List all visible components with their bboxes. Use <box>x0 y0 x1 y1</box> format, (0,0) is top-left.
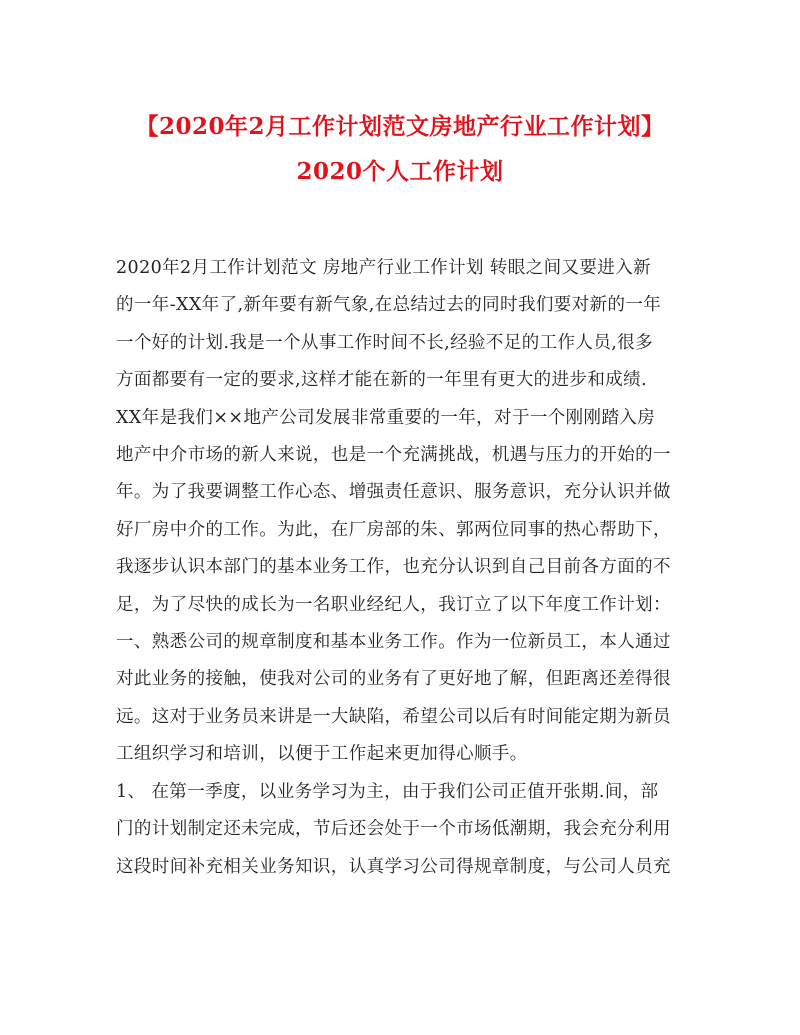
body-line: 一个好的计划.我是一个从事工作时间不长,经验不足的工作人员,很多 <box>116 332 653 353</box>
body-line: 2020年2月工作计划范文 房地产行业工作计划 转眼之间又要进入新 <box>116 258 651 278</box>
body-line: 地产中介市场的新人来说，也是一个充满挑战，机遇与压力的开始的一 <box>116 445 671 466</box>
body-line: 方面都要有一定的要求,这样才能在新的一年里有更大的进步和成绩. <box>116 370 648 391</box>
body-line: 对此业务的接触，使我对公司的业务有了更好地了解，但距离还差得很 <box>116 669 671 690</box>
body-line: 的一年-XX年了,新年要有新气象,在总结过去的同时我们要对新的一年 <box>116 295 662 316</box>
body-line: 一、熟悉公司的规章制度和基本业务工作。作为一位新员工，本人通过 <box>116 632 671 653</box>
body-line: 年。为了我要调整工作心态、增强责任意识、服务意识，充分认识并做 <box>116 482 671 503</box>
body-line: 工组织学习和培训，以便于工作起来更加得心顺手。 <box>116 744 528 765</box>
body-line: 1、 在第一季度，以业务学习为主，由于我们公司正值开张期.间，部 <box>116 781 659 802</box>
body-line: 这段时间补充相关业务知识，认真学习公司得规章制度，与公司人员充 <box>116 856 671 877</box>
title-line-2: 2020个人工作计划 <box>296 158 504 185</box>
document-body <box>116 250 686 886</box>
body-line: XX年是我们××地产公司发展非常重要的一年，对于一个刚刚踏入房 <box>116 407 656 428</box>
body-line: 足，为了尽快的成长为一名职业经纪人，我订立了以下年度工作计划： <box>116 594 671 615</box>
body-line: 好厂房中介的工作。为此，在厂房部的朱、郭两位同事的热心帮助下， <box>116 519 671 540</box>
body-line: 门的计划制定还未完成，节后还会处于一个市场低潮期，我会充分利用 <box>116 819 671 840</box>
document-title <box>0 104 800 194</box>
body-line: 远。这对于业务员来讲是一大缺陷，希望公司以后有时间能定期为新员 <box>116 706 671 727</box>
title-line-1: 【2020年2月工作计划范文房地产行业工作计划】 <box>135 113 665 140</box>
body-line: 我逐步认识本部门的基本业务工作，也充分认识到自己目前各方面的不 <box>116 557 671 578</box>
